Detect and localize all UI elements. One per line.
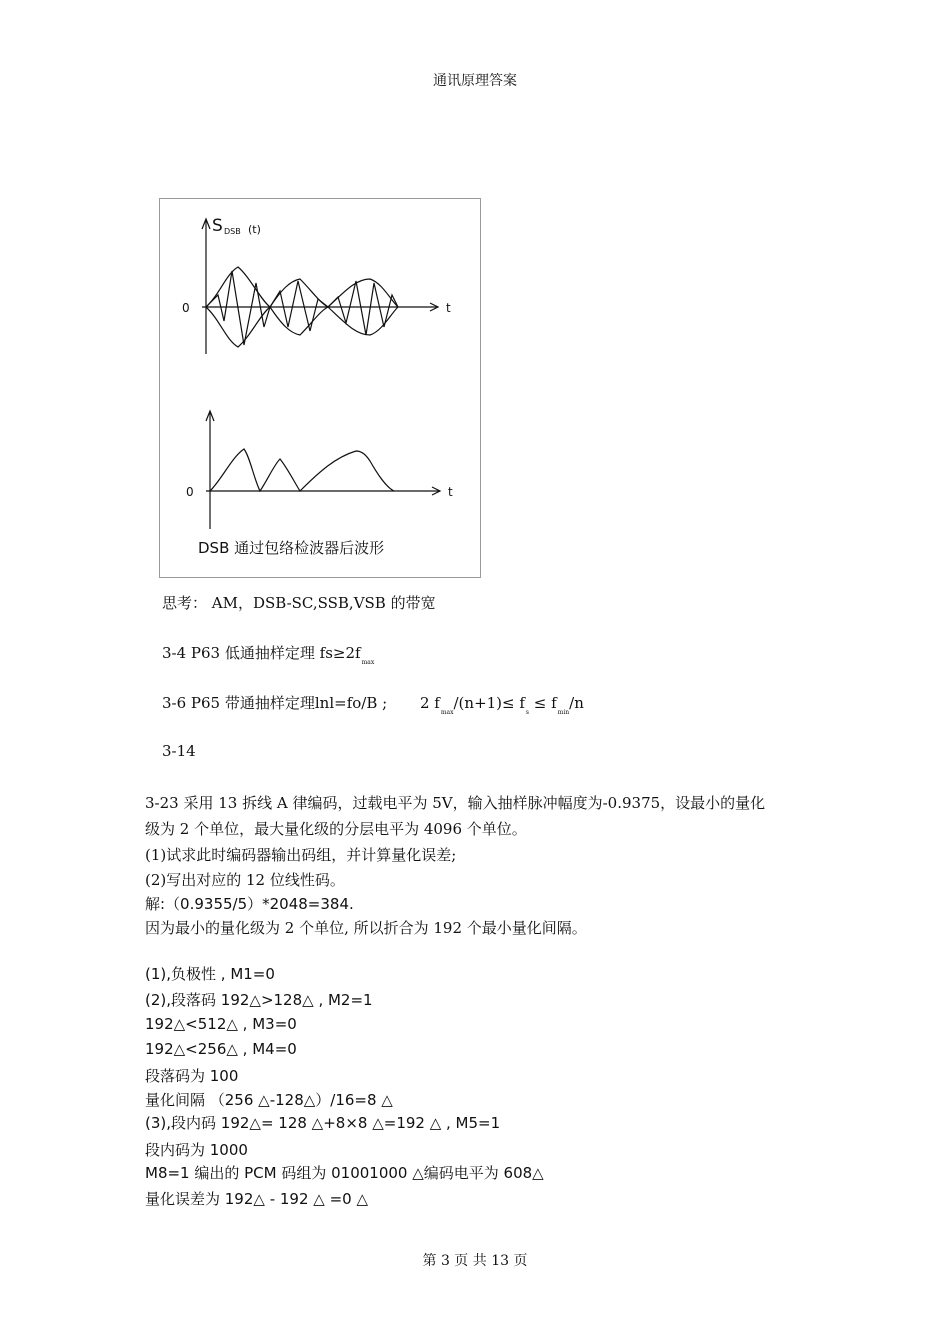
page-header: 通讯原理答案 [433, 73, 517, 89]
answer-line-1: (1),负极性 , M1=0 [145, 965, 275, 983]
top-origin-label: 0 [182, 301, 190, 315]
answer-line-8: 段内码为 1000 [145, 1141, 248, 1159]
dsb-figure [159, 198, 481, 578]
answer-line-6: 量化间隔 （256 △-128△）/16=8 △ [145, 1091, 393, 1109]
line-3-4 [162, 642, 374, 666]
line-3-6-c: /(n+1)≤ f [453, 694, 525, 712]
answer-line-4: 192△<256△ , M4=0 [145, 1040, 297, 1058]
line-3-4-main: 3-4 P63 低通抽样定理 fs≥2f [162, 644, 361, 662]
answer-line-9: M8=1 编出的 PCM 码组为 01001000 △编码电平为 608△ [145, 1164, 544, 1182]
think-line: 思考： AM，DSB-SC,SSB,VSB 的带宽 [162, 594, 436, 612]
bottom-origin-label: 0 [186, 485, 194, 499]
figure-caption: DSB 通过包络检波器后波形 [198, 539, 385, 557]
line-3-14: 3-14 [162, 742, 196, 760]
dsb-waveform-diagram [160, 199, 480, 577]
line-3-6-d: ≤ f [529, 694, 557, 712]
answer-line-2: (2),段落码 192△>128△ , M2=1 [145, 991, 373, 1009]
top-y-label-sub: DSB [224, 227, 241, 236]
line-3-6-sub2: s [525, 709, 530, 716]
answer-line-5: 段落码为 100 [145, 1067, 239, 1085]
bottom-x-label: t [448, 485, 453, 499]
answer-line-10: 量化误差为 192△ - 192 △ =0 △ [145, 1190, 369, 1208]
page-footer: 第 3 页 共 13 页 [422, 1253, 528, 1269]
answer-line-3: 192△<512△ , M3=0 [145, 1015, 297, 1033]
line-3-4-sub: max [361, 659, 375, 666]
top-y-label: S [212, 216, 223, 236]
line-3-6-sub3: min [557, 709, 570, 716]
top-y-label-arg: (t) [248, 223, 261, 236]
question-line-4: (2)写出对应的 12 位线性码。 [145, 871, 345, 889]
answer-line-7: (3),段内码 192△= 128 △+8×8 △=192 △ , M5=1 [145, 1114, 501, 1132]
line-3-6-b: 2 f [419, 694, 440, 712]
question-line-2: 级为 2 个单位，最大量化级的分层电平为 4096 个单位。 [145, 820, 527, 838]
solution-line-2: 因为最小的量化级为 2 个单位, 所以折合为 192 个最小量化间隔。 [145, 919, 587, 937]
question-line-1: 3-23 采用 13 拆线 A 律编码，过载电平为 5V，输入抽样脉冲幅度为-0.9375，设最小的量化 [145, 794, 766, 812]
line-3-6-sub1: max [440, 709, 454, 716]
line-3-6-a: 3-6 P65 带通抽样定理lnl=fo/B ; [162, 694, 388, 712]
line-3-6-e: /n [569, 694, 584, 712]
question-line-3: (1)试求此时编码器输出码组，并计算量化误差; [145, 846, 457, 864]
line-3-6 [162, 692, 584, 716]
top-x-label: t [446, 301, 451, 315]
solution-line-1: 解:（0.9355/5）*2048=384. [145, 895, 354, 913]
